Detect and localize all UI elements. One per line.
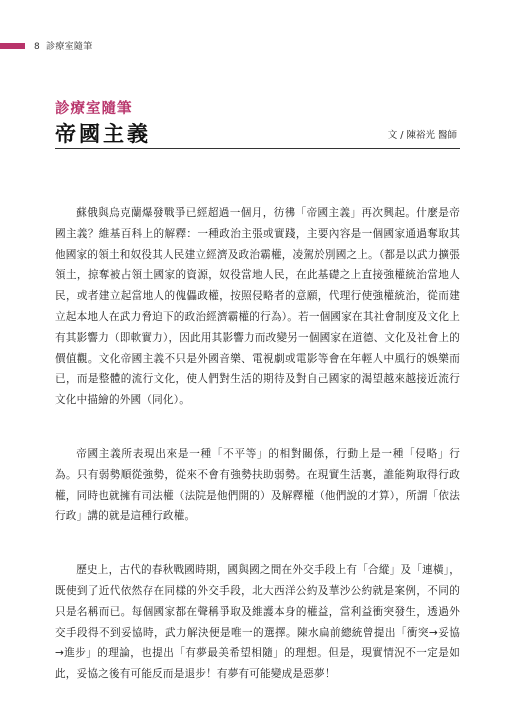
paragraph: 帝國主義所表現出來是一種「不平等」的相對關係，行動上是一種「侵略」行為。只有弱勢順從強勢，從來不會有強勢扶助弱勢。在現實生活裏，誰能夠取得行政權，同時也就擁有司法權（法院是他們開的）及解釋權（他們說的才算），所謂「依法行政」講的就是這種行政權。: [55, 447, 460, 523]
paragraph: 蘇俄與烏克蘭爆發戰爭已經超過一個月，彷彿「帝國主義」再次興起。什麼是帝國主義？維基百科上的解釋：一種政治主張或實踐，主要內容是一個國家通過奪取其他國家的領土和奴役其人民建立經濟及政治霸權，凌駕於別國之上。（都是以武力擴張領土，掠奪被占領土國家的資源，奴役當地人民，在此基礎之上直接強權統治當地人民，或者建立起當地人的傀儡政權，按照侵略者的意願，代理行使強權統治，從而建立起本地人在武力脅迫下的政治經濟霸權的行為）。若一個國家在其社會制度及文化上有其影響力（即軟實力），因此用其影響力而改變另一個國家在道德、文化及社會上的價值觀。文化帝國主義不只是外國音樂、電視劇或電影等會在年輕人中風行的娛樂而已，而是整體的流行文化，使人們對生活的期待及對自己國家的渴望越來越接近流行文化中描繪的外國（同化）。: [55, 207, 460, 407]
article-title: 帝國主義: [55, 122, 151, 146]
accent-bar: [0, 43, 25, 49]
page-number: 8: [34, 42, 41, 52]
section-name: 診療室隨筆: [46, 42, 93, 52]
paragraph: 歷史上，古代的春秋戰國時期，國與國之間在外交手段上有「合縱」及「連橫」，既使到了近代依然存在同樣的外交手段，北大西洋公約及華沙公約就是案例，不同的只是名稱而已。每個國家都在聲稱爭取及維護本身的權益，當利益衝突發生，透過外交手段得不到妥協時，武力解決便是唯一的選擇。陳水扁前總統曾提出「衝突→妥協→進步」的理論，也提出「有夢最美希望相隨」的理想。但是，現實情況不一定是如此，妥協之後有可能反而是退步！有夢有可能變成是惡夢！: [55, 564, 460, 681]
title-rule: [55, 148, 460, 149]
column-label: 診療室隨筆: [55, 101, 133, 117]
article-body: [55, 203, 460, 718]
byline: 文 / 陳裕光 醫師: [387, 130, 457, 141]
running-header: [34, 39, 93, 52]
